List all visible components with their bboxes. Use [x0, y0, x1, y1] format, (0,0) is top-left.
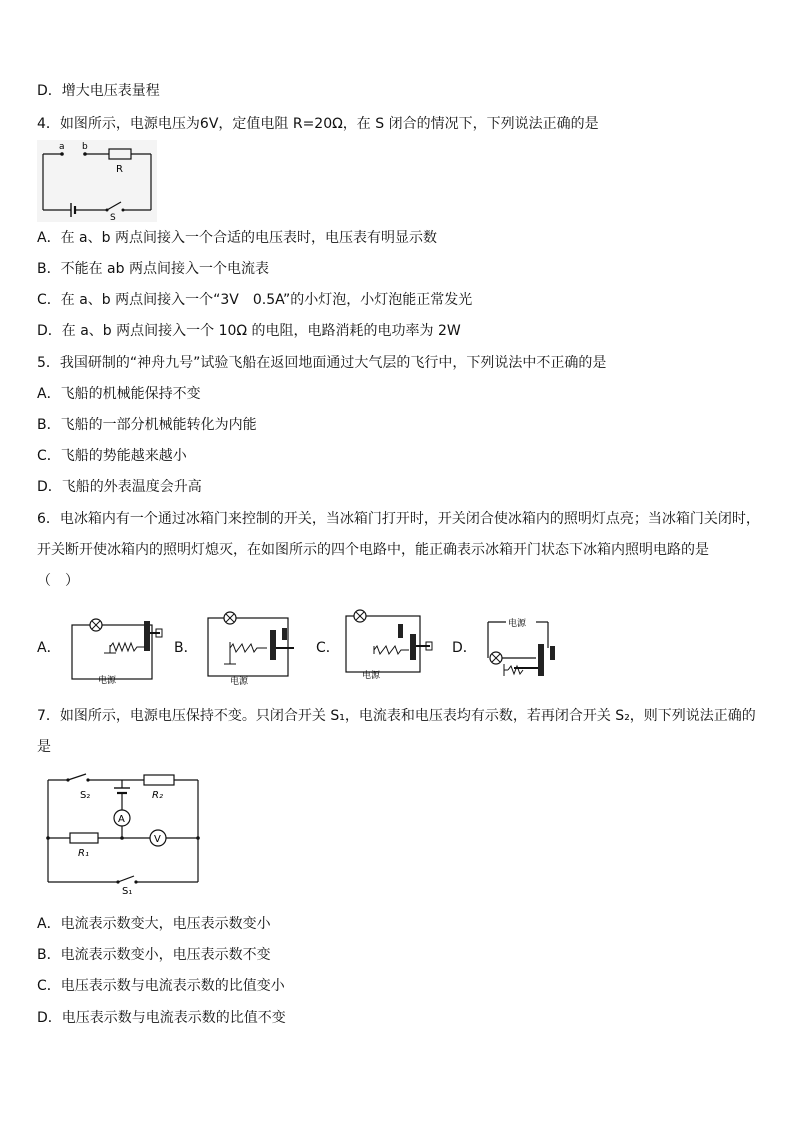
- q4-terminal-a: [60, 152, 64, 156]
- q7-label-s2: S₂: [80, 790, 91, 801]
- q6-circuit-c: [340, 602, 444, 682]
- q7-label-r1: R₁: [78, 848, 89, 859]
- q7-option-d: D．电压表示数与电流表示数的比值不变: [37, 1010, 286, 1026]
- q6-label-c: C．: [316, 640, 340, 656]
- q4-option-c: C．在 a、b 两点间接入一个“3V 0.5A”的小灯泡，小灯泡能正常发光: [37, 292, 473, 308]
- q6c-source-label: 电源: [362, 671, 381, 681]
- q4-label-s: S: [110, 213, 116, 222]
- q7-resistor-r1: [70, 833, 98, 843]
- q4-stem: 4．如图所示，电源电压为6V，定值电阻 R=20Ω，在 S 闭合的情况下，下列说法正确的是: [37, 116, 599, 132]
- q5-option-a: A．飞船的机械能保持不变: [37, 386, 201, 402]
- q4-label-a: a: [59, 142, 65, 152]
- q7-resistor-r2: [144, 775, 174, 785]
- q6-label-a: A．: [37, 640, 61, 656]
- q6-circuit-a: [64, 615, 168, 687]
- q6c-spring: [374, 646, 409, 654]
- q6b-spring: [230, 644, 267, 652]
- q7-option-c: C．电压表示数与电流表示数的比值变小: [37, 978, 285, 994]
- q7-label-s1: S₁: [122, 886, 133, 896]
- q7-label-r2: R₂: [152, 790, 163, 801]
- q7-stem-line2: 是: [37, 739, 51, 755]
- q4-option-a: A．在 a、b 两点间接入一个合适的电压表时，电压表有明显示数: [37, 230, 437, 246]
- q4-label-r: R: [116, 164, 123, 175]
- q7-switch-s1: [118, 876, 134, 882]
- q6a-source-label: 电源: [98, 676, 117, 686]
- q6-answer-blank: （ ）: [37, 573, 79, 589]
- q7-option-a: A．电流表示数变大，电压表示数变小: [37, 916, 271, 932]
- q7-option-b: B．电流表示数变小，电压表示数不变: [37, 947, 271, 963]
- q4-terminal-b: [83, 152, 87, 156]
- q6-stem-line2: 开关断开使冰箱内的照明灯熄灭，在如图所示的四个电路中，能正确表示冰箱开门状态下冰箱内照明电路的是: [37, 542, 709, 558]
- q6b-source-label: 电源: [230, 677, 249, 687]
- q7-circuit-figure: [40, 770, 212, 896]
- q5-stem: 5．我国研制的“神舟九号”试验飞船在返回地面通过大气层的飞行中，下列说法中不正确的是: [37, 355, 607, 371]
- q7-switch-s2: [68, 774, 86, 780]
- q4-option-d: D．在 a、b 两点间接入一个 10Ω 的电阻，电路消耗的电功率为 2W: [37, 323, 461, 339]
- q6-label-d: D．: [452, 640, 477, 656]
- q5-option-d: D．飞船的外表温度会升高: [37, 479, 202, 495]
- q6a-spring: [110, 643, 145, 651]
- q4-circuit-figure: [37, 140, 157, 222]
- q5-option-c: C．飞船的势能越来越小: [37, 448, 187, 464]
- q4-label-b: b: [82, 142, 88, 152]
- q6-label-b: B．: [174, 640, 198, 656]
- q6d-source-label: 电源: [508, 619, 527, 629]
- q7-voltmeter-label: V: [154, 834, 161, 845]
- q5-option-b: B．飞船的一部分机械能转化为内能: [37, 417, 257, 433]
- q3-option-d: D．增大电压表量程: [37, 83, 160, 99]
- q7-stem-line1: 7．如图所示，电源电压保持不变。只闭合开关 S₁，电流表和电压表均有示数，若再闭合开关 S₂，则下列说法正确的: [37, 708, 756, 724]
- q6-circuit-d: [478, 606, 582, 688]
- q7-ammeter-label: A: [118, 814, 125, 825]
- q6-circuit-b: [200, 608, 304, 688]
- q4-option-b: B．不能在 ab 两点间接入一个电流表: [37, 261, 269, 277]
- q6-stem-line1: 6．电冰箱内有一个通过冰箱门来控制的开关，当冰箱门打开时，开关闭合使冰箱内的照明灯点亮；当冰箱门关闭时，: [37, 511, 760, 527]
